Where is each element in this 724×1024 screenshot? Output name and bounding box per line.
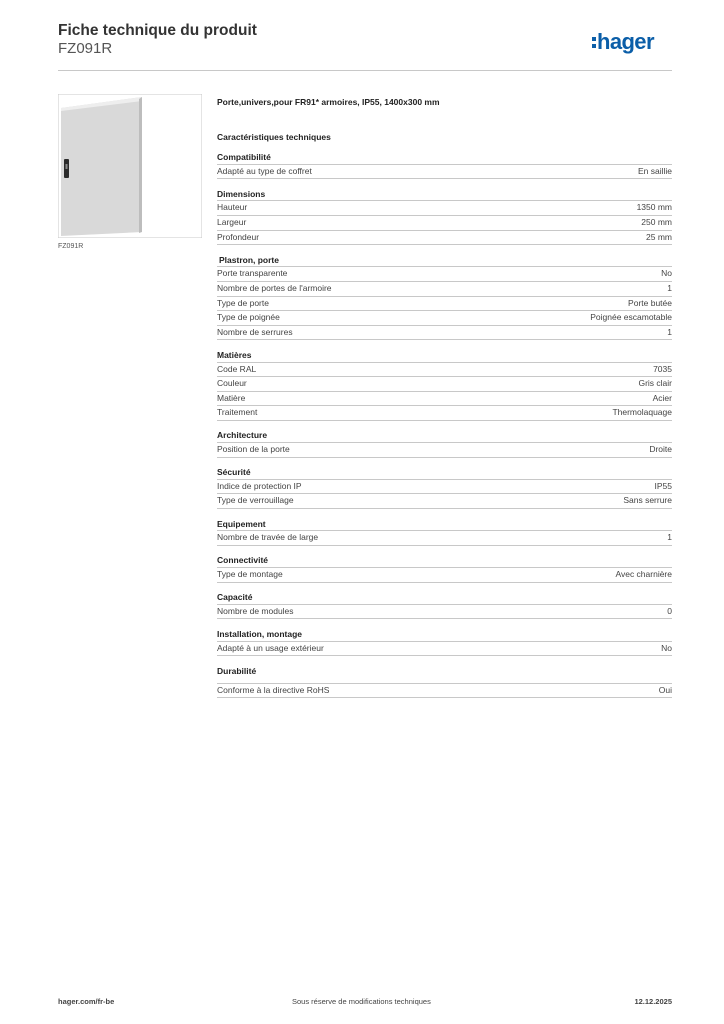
spec-label: Nombre de portes de l'armoire: [217, 282, 332, 293]
product-image: [58, 94, 202, 238]
spec-label: Adapté au type de coffret: [217, 165, 312, 176]
spec-section: [217, 255, 672, 341]
spec-value: Avec charnière: [615, 569, 672, 579]
spec-section: [217, 555, 672, 582]
spec-section: [217, 350, 672, 421]
spec-row: [217, 443, 672, 458]
door-illustration: [58, 94, 202, 238]
spec-value: IP55: [654, 480, 672, 491]
page-header: [58, 22, 672, 71]
spec-row: [217, 311, 672, 326]
technical-sections: [217, 152, 672, 698]
spec-row: [217, 531, 672, 546]
spec-label: Largeur: [217, 216, 247, 227]
spec-row: [217, 406, 672, 421]
spec-label: Adapté à un usage extérieur: [217, 642, 324, 653]
spec-label: Type de verrouillage: [217, 495, 294, 506]
spec-label: Position de la porte: [217, 444, 290, 455]
spec-row: [217, 605, 672, 620]
spec-label: Matière: [217, 392, 246, 403]
spec-section: [217, 629, 672, 656]
footer-date: 12.12.2025: [634, 997, 672, 1006]
page-footer: [58, 997, 672, 1009]
footer-website: hager.com/fr-be: [58, 997, 115, 1006]
spec-label: Code RAL: [217, 363, 257, 374]
spec-label: Traitement: [217, 407, 258, 418]
document-title: Fiche technique du produit: [58, 22, 257, 39]
spec-value: En saillie: [637, 165, 672, 176]
spec-value: Poignée escamotable: [590, 312, 672, 323]
spec-value: 1350 mm: [636, 202, 672, 213]
technical-characteristics-title: Caractéristiques techniques: [217, 132, 331, 142]
spec-label: Hauteur: [217, 202, 248, 213]
spec-value: 0: [667, 605, 672, 616]
spec-section: [217, 152, 672, 179]
spec-label: Nombre de serrures: [217, 326, 293, 337]
spec-label: Indice de protection IP: [217, 480, 302, 491]
spec-label: Type de poignée: [217, 312, 280, 323]
spec-row: [217, 392, 672, 407]
spec-section-title: Architecture: [217, 430, 672, 443]
spec-section-title: Compatibilité: [217, 152, 672, 165]
product-description: Porte,univers,pour FR91* armoires, IP55, 1400x300 mm: [217, 97, 440, 107]
svg-text:hager: hager: [597, 29, 654, 54]
spec-row: [217, 494, 672, 509]
spec-value: 7035: [653, 363, 672, 374]
spec-label: Nombre de travée de large: [217, 532, 319, 543]
spec-value: Porte butée: [628, 297, 672, 308]
spec-label: Profondeur: [217, 231, 260, 242]
spec-value: Droite: [649, 444, 672, 455]
spec-row: [217, 480, 672, 495]
spec-section-title: Sécurité: [217, 467, 672, 480]
spec-value: 250 mm: [641, 216, 672, 227]
spec-section-title: Connectivité: [217, 555, 672, 568]
spec-value: 1: [667, 532, 672, 543]
spec-section-title: Installation, montage: [217, 629, 672, 642]
spec-section: [217, 467, 672, 509]
spec-value: Gris clair: [638, 378, 672, 389]
footer-disclaimer: Sous réserve de modifications techniques: [292, 997, 431, 1006]
image-caption: FZ091R: [58, 243, 84, 250]
spec-value: 25 mm: [646, 231, 672, 242]
spec-label: Type de montage: [217, 569, 283, 579]
spec-row: [217, 684, 672, 699]
spec-label: Couleur: [217, 378, 247, 389]
spec-label: Type de porte: [217, 297, 269, 308]
spec-label: Porte transparente: [217, 268, 288, 279]
spec-value: 1: [667, 282, 672, 293]
spec-row: [217, 231, 672, 246]
product-reference: FZ091R: [58, 40, 113, 57]
spec-value: 1: [667, 326, 672, 337]
spec-value: Acier: [652, 392, 672, 403]
spec-label: Nombre de modules: [217, 605, 294, 616]
spec-row: [217, 363, 672, 378]
hager-logo: [592, 28, 672, 56]
spec-row: [217, 568, 672, 583]
spec-section-title: Matières: [217, 350, 672, 363]
spec-row: [217, 377, 672, 392]
spec-section: [217, 519, 672, 546]
spec-value: Oui: [658, 684, 672, 695]
spec-row: [217, 282, 672, 297]
spec-section: [217, 430, 672, 457]
spec-label: Conforme à la directive RoHS: [217, 684, 330, 695]
spec-row: [217, 216, 672, 231]
spec-section-title: Equipement: [217, 519, 672, 532]
spec-value: No: [661, 268, 672, 279]
spec-section-title: Dimensions: [217, 189, 672, 202]
spec-section-title: Plastron, porte: [217, 255, 672, 268]
spec-row: [217, 165, 672, 180]
product-content: [217, 96, 672, 708]
spec-row: [217, 326, 672, 341]
spec-section: [217, 189, 672, 245]
spec-row: [217, 267, 672, 282]
spec-section-title: Durabilité: [217, 666, 672, 684]
spec-row: [217, 642, 672, 657]
spec-section: [217, 592, 672, 619]
spec-value: Sans serrure: [623, 495, 672, 506]
spec-row: [217, 297, 672, 312]
spec-value: No: [661, 642, 672, 653]
spec-section-title: Capacité: [217, 592, 672, 605]
spec-row: [217, 201, 672, 216]
spec-section: [217, 666, 672, 699]
spec-value: Thermolaquage: [612, 407, 672, 418]
